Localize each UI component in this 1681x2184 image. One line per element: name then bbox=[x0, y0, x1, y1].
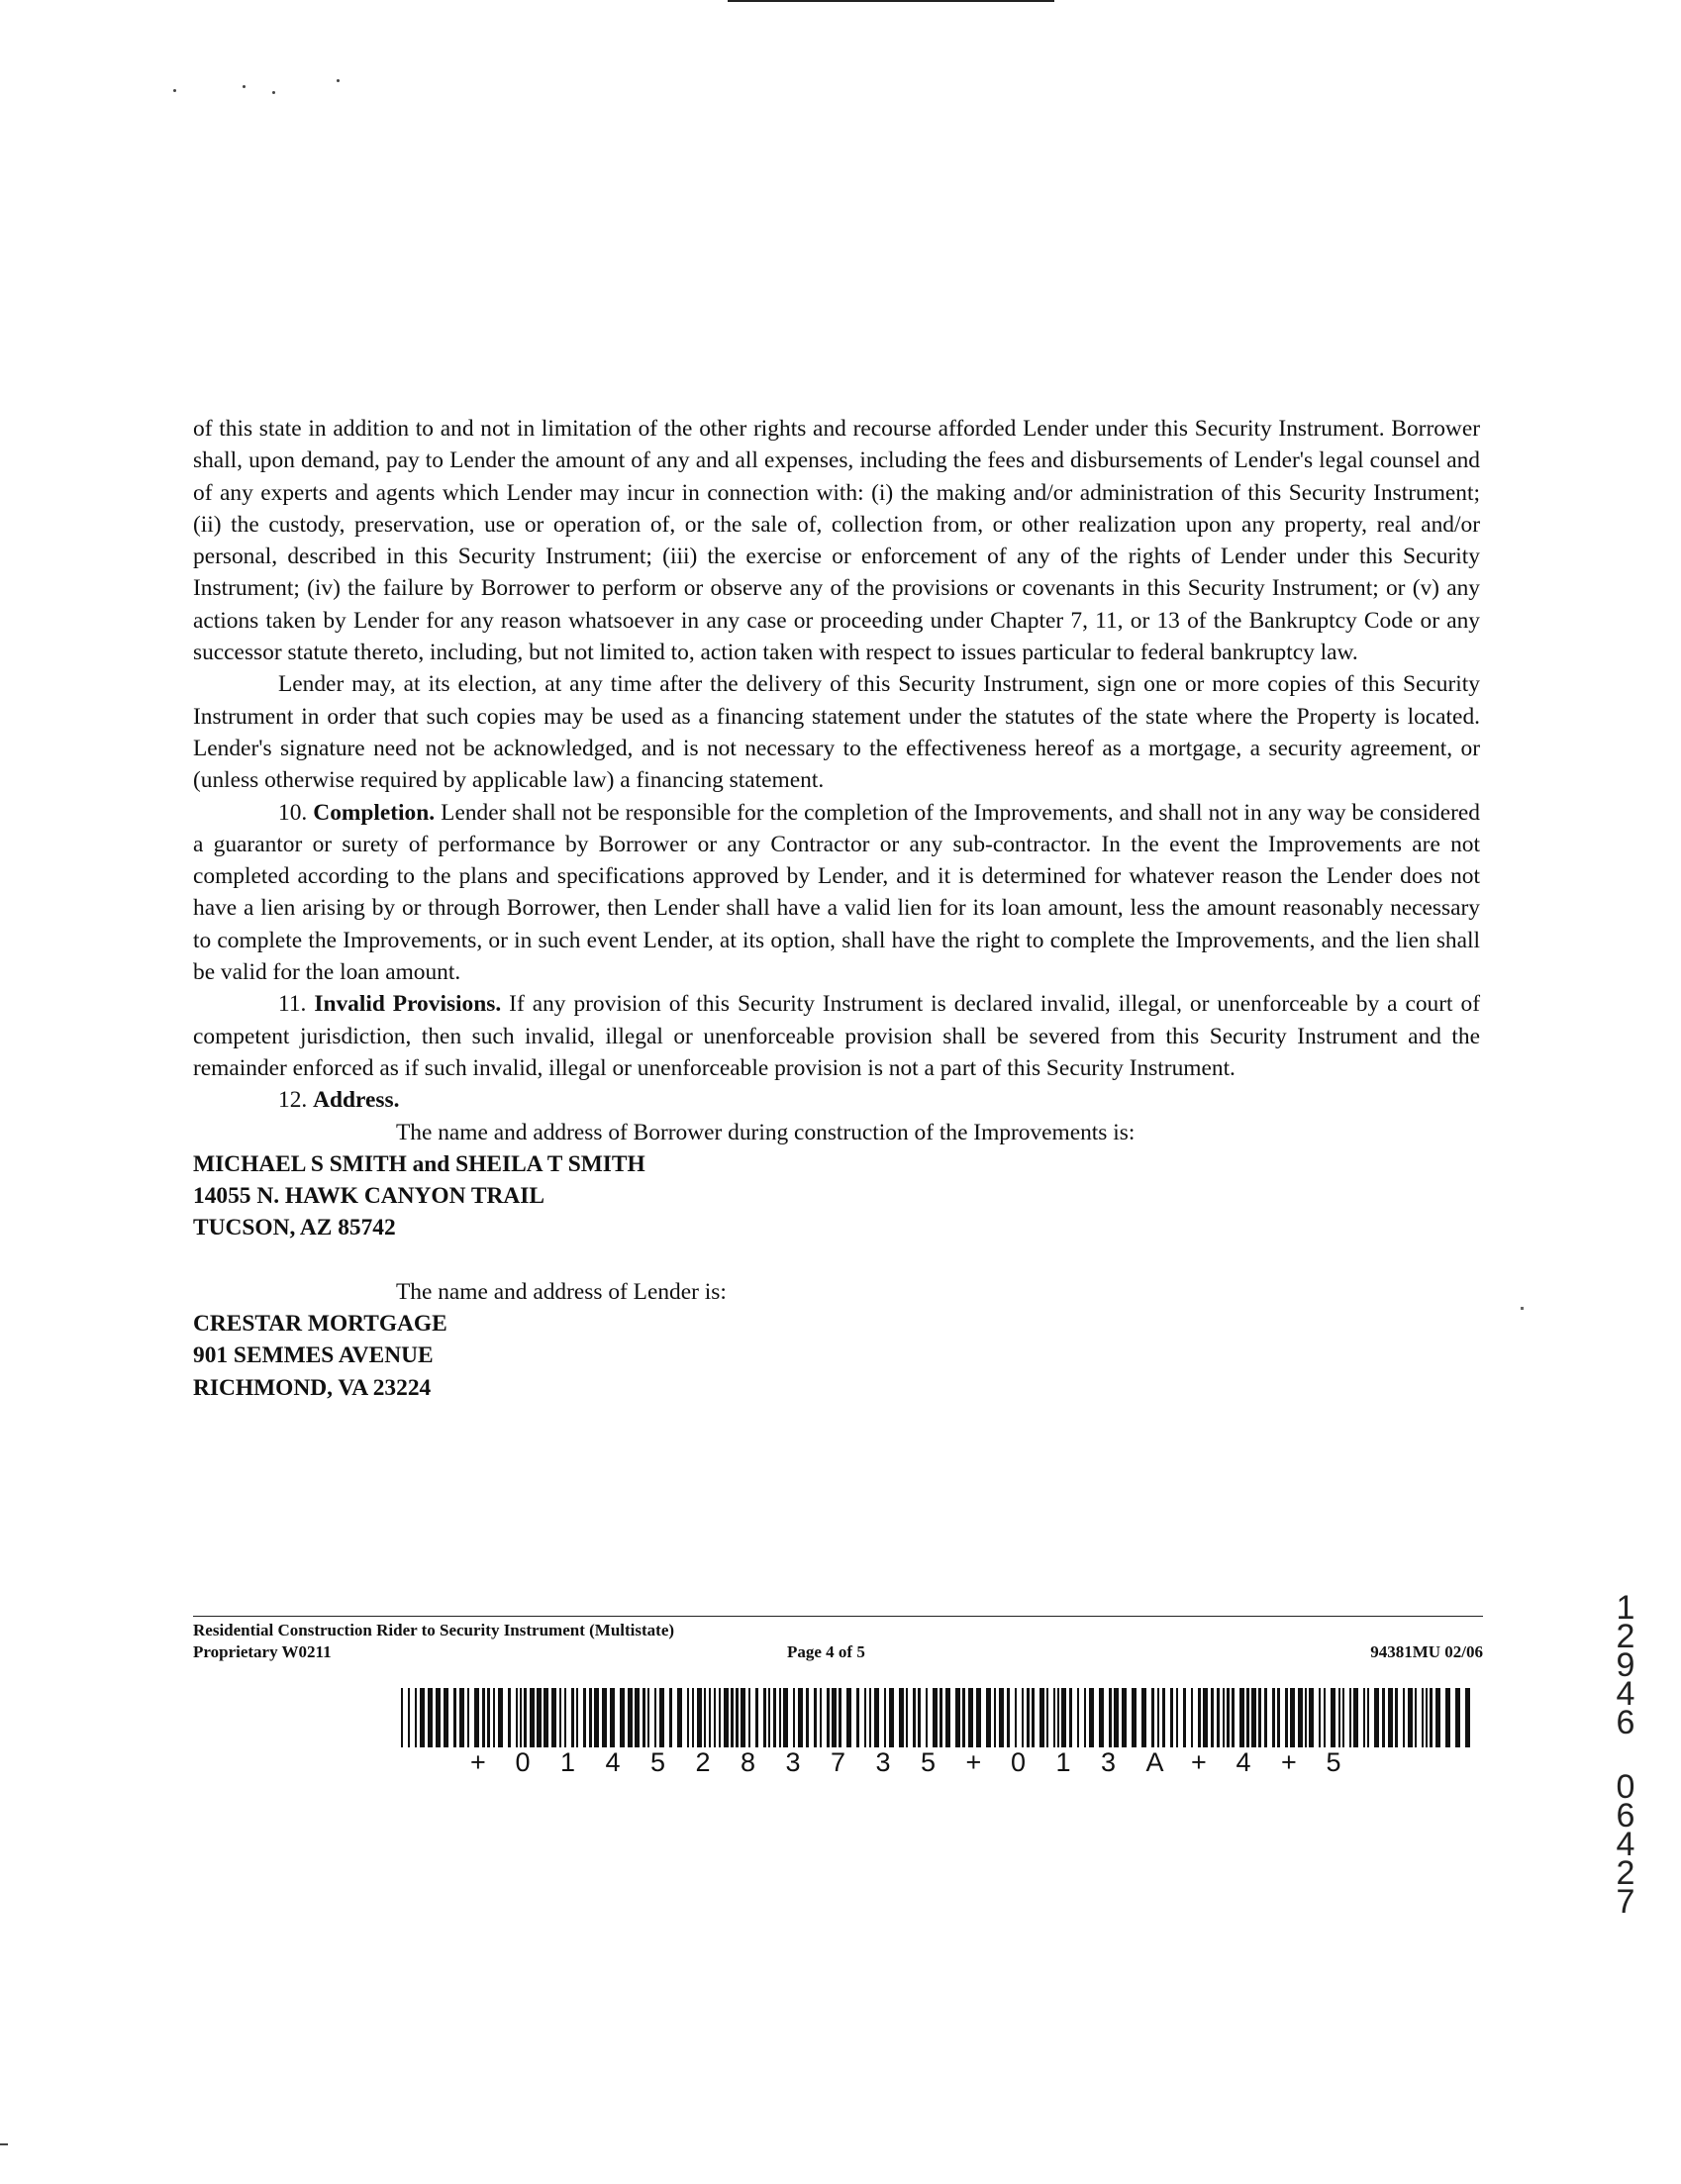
barcode-bar bbox=[839, 1688, 841, 1747]
barcode-bar bbox=[401, 1688, 403, 1747]
barcode-char: 5 bbox=[1326, 1747, 1341, 1777]
side-number-digit: 9 bbox=[1616, 1646, 1635, 1684]
barcode-bar bbox=[1089, 1688, 1094, 1747]
barcode-bar bbox=[820, 1688, 822, 1747]
barcode-char: 5 bbox=[650, 1747, 666, 1777]
barcode-bar bbox=[524, 1688, 527, 1747]
barcode-bar bbox=[692, 1688, 694, 1747]
barcode-bar bbox=[610, 1688, 615, 1747]
barcode-bar bbox=[1203, 1688, 1208, 1747]
barcode-bar bbox=[508, 1688, 511, 1747]
scan-specks bbox=[173, 77, 342, 97]
barcode-bar bbox=[564, 1688, 566, 1747]
barcode-bar bbox=[1099, 1688, 1104, 1747]
barcode-bar bbox=[428, 1688, 433, 1747]
barcode-bar bbox=[669, 1688, 672, 1747]
barcode-bar bbox=[1069, 1688, 1072, 1747]
barcode-bar bbox=[783, 1688, 788, 1747]
barcode-bar bbox=[913, 1688, 916, 1747]
barcode-char: A bbox=[1145, 1747, 1164, 1777]
barcode-bar bbox=[827, 1688, 830, 1747]
barcode-bar bbox=[1319, 1688, 1321, 1747]
barcode-bar bbox=[768, 1688, 770, 1747]
barcode-bar bbox=[939, 1688, 942, 1747]
barcode-bar bbox=[594, 1688, 599, 1747]
document-body bbox=[193, 413, 1480, 1404]
barcode-bar bbox=[493, 1688, 495, 1747]
barcode-bar bbox=[846, 1688, 851, 1747]
barcode-bar bbox=[832, 1688, 837, 1747]
section-number: 10. bbox=[278, 799, 308, 826]
barcode-bar bbox=[467, 1688, 469, 1747]
barcode-bar bbox=[482, 1688, 485, 1747]
scan-edge-mark bbox=[0, 2143, 8, 2145]
barcode-bar bbox=[994, 1688, 996, 1747]
section-number: 11. bbox=[278, 991, 307, 1018]
barcode-char: + bbox=[1281, 1747, 1297, 1777]
barcode-bar bbox=[551, 1688, 556, 1747]
barcode-bar bbox=[520, 1688, 522, 1747]
borrower-street: 14055 N. HAWK CANYON TRAIL bbox=[193, 1183, 545, 1210]
barcode-bar bbox=[1015, 1688, 1017, 1747]
lender-address-intro: The name and address of Lender is: bbox=[396, 1278, 727, 1305]
barcode-bar bbox=[537, 1688, 542, 1747]
barcode-bar bbox=[1353, 1688, 1358, 1747]
barcode-bar bbox=[1363, 1688, 1365, 1747]
barcode-bar bbox=[436, 1688, 441, 1747]
barcode-bar bbox=[576, 1688, 578, 1747]
barcode bbox=[401, 1688, 1475, 1779]
barcode-bar bbox=[709, 1688, 711, 1747]
barcode-bar bbox=[806, 1688, 809, 1747]
barcode-bar bbox=[906, 1688, 908, 1747]
barcode-bar bbox=[945, 1688, 950, 1747]
barcode-bar bbox=[798, 1688, 803, 1747]
barcode-bar bbox=[474, 1688, 479, 1747]
barcode-bar bbox=[1227, 1688, 1230, 1747]
barcode-bar bbox=[724, 1688, 729, 1747]
section-12-address bbox=[193, 1084, 1480, 1116]
section-number: 12. bbox=[278, 1087, 308, 1114]
barcode-bar bbox=[864, 1688, 866, 1747]
barcode-bar bbox=[571, 1688, 574, 1747]
side-number-digit: 6 bbox=[1616, 1797, 1635, 1835]
paragraph-expenses: of this state in addition to and not in limitation of the other rights and recourse afforded Lender under this Security Instrument. Borrower shall, upon demand, pay to Lender the amount of any and all expenses, including the fees and disbursements of Lender's legal counsel and of any experts and agents which Lender may incur in connection with: (i) the making and/or administration of this Security Instrument; (ii) the custody, preservation, use or operation of, or the sale of, collection from, or other realization upon any property, real and/or personal, described in this Security Instrument; (iii) the exercise or enforcement of any of the rights of Lender under this Security Instrument; (iv) the failure by Borrower to perform or observe any of the provisions or covenants in this Security Instrument; or (v) any actions taken by Lender for any reason whatsoever in any case or proceeding under Chapter 7, 11, or 13 of the Bankruptcy Code or any successor statute thereto, including, but not limited to, action taken with respect to issues particular to federal bankruptcy law. bbox=[193, 416, 1480, 666]
barcode-bar bbox=[999, 1688, 1004, 1747]
barcode-bar bbox=[1022, 1688, 1024, 1747]
barcode-char: 3 bbox=[1101, 1747, 1117, 1777]
barcode-bar bbox=[1176, 1688, 1178, 1747]
barcode-bar bbox=[1277, 1688, 1280, 1747]
barcode-char: 4 bbox=[605, 1747, 621, 1777]
barcode-bar bbox=[1027, 1688, 1030, 1747]
barcode-bar bbox=[976, 1688, 981, 1747]
barcode-bar bbox=[889, 1688, 894, 1747]
side-number-digit: 2 bbox=[1616, 1618, 1635, 1655]
section-heading: Address. bbox=[313, 1087, 400, 1114]
barcode-bar bbox=[1007, 1688, 1010, 1747]
barcode-bar bbox=[773, 1688, 776, 1747]
barcode-bar bbox=[1388, 1688, 1393, 1747]
barcode-bar bbox=[779, 1688, 781, 1747]
barcode-bar bbox=[1239, 1688, 1244, 1747]
barcode-char: 1 bbox=[560, 1747, 576, 1777]
side-number-digit: 4 bbox=[1616, 1826, 1635, 1863]
lender-address bbox=[193, 1308, 1480, 1404]
barcode-bar bbox=[1395, 1688, 1398, 1747]
barcode-bar bbox=[1455, 1688, 1460, 1747]
barcode-char: 1 bbox=[1055, 1747, 1071, 1777]
barcode-bar bbox=[516, 1688, 518, 1747]
barcode-bar bbox=[1324, 1688, 1326, 1747]
barcode-bar bbox=[659, 1688, 664, 1747]
barcode-bar bbox=[1465, 1688, 1470, 1747]
barcode-bar bbox=[635, 1688, 640, 1747]
scan-speck bbox=[1521, 1307, 1524, 1310]
barcode-bar bbox=[1141, 1688, 1146, 1747]
barcode-bar bbox=[899, 1688, 904, 1747]
barcode-bars bbox=[401, 1688, 1475, 1747]
barcode-char: 5 bbox=[921, 1747, 937, 1777]
barcode-char: + bbox=[470, 1747, 486, 1777]
paragraph-financing-statement: Lender may, at its election, at any time after the delivery of this Security Instrument, sign one or more copies of this Security Instrument in order that such copies may be used as a financing statement under the statutes of the state where the Property is located. Lender's signature need not be acknowledged, and is not necessary to the effectiveness hereof as a mortgage, a security agreement, or (unless otherwise required by applicable law) a financing statement. bbox=[193, 671, 1480, 794]
side-number-digit: 4 bbox=[1616, 1675, 1635, 1713]
form-title: Residential Construction Rider to Security Instrument (Multistate) bbox=[193, 1621, 675, 1639]
borrower-address-intro: The name and address of Borrower during construction of the Improvements is: bbox=[396, 1119, 1136, 1145]
side-document-number bbox=[1606, 1589, 1645, 1921]
barcode-bar bbox=[1422, 1688, 1424, 1747]
barcode-bar bbox=[1445, 1688, 1450, 1747]
barcode-bar bbox=[1162, 1688, 1165, 1747]
barcode-bar bbox=[748, 1688, 750, 1747]
barcode-bar bbox=[602, 1688, 607, 1747]
scan-top-line bbox=[728, 0, 1054, 2]
barcode-char: 8 bbox=[741, 1747, 756, 1777]
barcode-bar bbox=[1374, 1688, 1379, 1747]
barcode-bar bbox=[874, 1688, 879, 1747]
barcode-bar bbox=[1331, 1688, 1335, 1747]
borrower-city: TUCSON, AZ 85742 bbox=[193, 1215, 396, 1241]
lender-name: CRESTAR MORTGAGE bbox=[193, 1311, 447, 1338]
barcode-char: 3 bbox=[875, 1747, 891, 1777]
barcode-bar bbox=[589, 1688, 592, 1747]
barcode-bar bbox=[408, 1688, 410, 1747]
barcode-bar bbox=[1298, 1688, 1303, 1747]
barcode-bar bbox=[1408, 1688, 1413, 1747]
barcode-char: 3 bbox=[785, 1747, 801, 1777]
barcode-char: 0 bbox=[515, 1747, 531, 1777]
form-code: 94381MU 02/06 bbox=[1370, 1642, 1483, 1661]
barcode-bar bbox=[654, 1688, 656, 1747]
barcode-bar bbox=[814, 1688, 817, 1747]
side-number-digit: 0 bbox=[1616, 1768, 1635, 1806]
barcode-bar bbox=[1046, 1688, 1048, 1747]
side-number-digit: 1 bbox=[1616, 1589, 1635, 1627]
barcode-char: + bbox=[965, 1747, 982, 1777]
barcode-bar bbox=[962, 1688, 965, 1747]
proprietary-code: Proprietary W0211 bbox=[193, 1642, 332, 1661]
barcode-bar bbox=[1151, 1688, 1154, 1747]
barcode-bar bbox=[1198, 1688, 1201, 1747]
barcode-bar bbox=[415, 1688, 417, 1747]
barcode-bar bbox=[1039, 1688, 1044, 1747]
barcode-bar bbox=[1349, 1688, 1351, 1747]
section-heading: Completion. bbox=[313, 799, 436, 826]
barcode-bar bbox=[1157, 1688, 1159, 1747]
barcode-bar bbox=[1061, 1688, 1066, 1747]
barcode-bar bbox=[1290, 1688, 1295, 1747]
barcode-bar bbox=[918, 1688, 921, 1747]
barcode-bar bbox=[926, 1688, 928, 1747]
borrower-name: MICHAEL S SMITH and SHEILA T SMITH bbox=[193, 1150, 645, 1177]
barcode-bar bbox=[1032, 1688, 1035, 1747]
barcode-bar bbox=[741, 1688, 745, 1747]
barcode-bar bbox=[793, 1688, 795, 1747]
barcode-bar bbox=[1170, 1688, 1173, 1747]
section-11-invalid-provisions bbox=[193, 988, 1480, 1084]
barcode-bar bbox=[459, 1688, 464, 1747]
barcode-bar bbox=[1246, 1688, 1249, 1747]
barcode-bar bbox=[955, 1688, 960, 1747]
barcode-bar bbox=[869, 1688, 871, 1747]
barcode-bar bbox=[1426, 1688, 1428, 1747]
side-number-group-2 bbox=[1606, 1768, 1645, 1921]
section-text: Lender shall not be responsible for the completion of the Improvements, and shall not in any way be considered a guarantor or surety of performance by Borrower or any Contractor or any sub-contractor. In the event the Improvements are not completed according to the plans and specifications approved by Lender, and it is determined for whatever reason the Lender does not have a lien arising by or through Borrower, then Lender shall have a valid lien for its loan amount, less the amount reasonably necessary to complete the Improvements, or in such event Lender, at its option, shall have the right to complete the Improvements, and the lien shall be valid for the loan amount. bbox=[193, 799, 1480, 986]
barcode-bar bbox=[1309, 1688, 1314, 1747]
barcode-bar bbox=[1077, 1688, 1079, 1747]
barcode-bar bbox=[1114, 1688, 1119, 1747]
section-text: If any provision of this Security Instrument is declared invalid, illegal, or unenforceable by a court of competent jurisdiction, then such invalid, illegal or unenforceable provision shall be severed from this Security Instrument and the remainder enforced as if such invalid, illegal or unenforceable provision is not a part of this Security Instrument. bbox=[193, 991, 1480, 1081]
page-number: Page 4 of 5 bbox=[787, 1642, 865, 1661]
barcode-bar bbox=[1191, 1688, 1193, 1747]
barcode-bar bbox=[1183, 1688, 1186, 1747]
page-footer bbox=[193, 1616, 1483, 1663]
section-10-completion bbox=[193, 797, 1480, 989]
barcode-bar bbox=[714, 1688, 716, 1747]
barcode-bar bbox=[1109, 1688, 1112, 1747]
barcode-bar bbox=[1258, 1688, 1261, 1747]
barcode-char: 4 bbox=[1236, 1747, 1251, 1777]
barcode-bar bbox=[736, 1688, 739, 1747]
barcode-bar bbox=[763, 1688, 766, 1747]
barcode-bar bbox=[856, 1688, 859, 1747]
barcode-bar bbox=[1057, 1688, 1059, 1747]
barcode-bar bbox=[677, 1688, 682, 1747]
barcode-bar bbox=[1342, 1688, 1344, 1747]
barcode-bar bbox=[1435, 1688, 1440, 1747]
barcode-bar bbox=[559, 1688, 561, 1747]
barcode-bar bbox=[1122, 1688, 1127, 1747]
barcode-bar bbox=[1285, 1688, 1288, 1747]
barcode-bar bbox=[704, 1688, 706, 1747]
barcode-bar bbox=[643, 1688, 645, 1747]
barcode-bar bbox=[530, 1688, 535, 1747]
barcode-bar bbox=[1251, 1688, 1256, 1747]
barcode-bar bbox=[731, 1688, 734, 1747]
barcode-bar bbox=[1382, 1688, 1385, 1747]
barcode-bar bbox=[487, 1688, 490, 1747]
lender-street: 901 SEMMES AVENUE bbox=[193, 1342, 434, 1369]
barcode-bar bbox=[687, 1688, 689, 1747]
barcode-bar bbox=[620, 1688, 625, 1747]
barcode-char: 2 bbox=[695, 1747, 711, 1777]
barcode-bar bbox=[1367, 1688, 1369, 1747]
barcode-bar bbox=[884, 1688, 886, 1747]
barcode-bar bbox=[1305, 1688, 1307, 1747]
barcode-bar bbox=[444, 1688, 448, 1747]
barcode-bar bbox=[1403, 1688, 1405, 1747]
barcode-bar bbox=[1211, 1688, 1214, 1747]
barcode-bar bbox=[647, 1688, 649, 1747]
barcode-bar bbox=[1338, 1688, 1340, 1747]
barcode-bar bbox=[1264, 1688, 1267, 1747]
barcode-bar bbox=[498, 1688, 503, 1747]
side-number-digit: 2 bbox=[1616, 1854, 1635, 1892]
barcode-bar bbox=[1217, 1688, 1220, 1747]
barcode-bar bbox=[697, 1688, 702, 1747]
barcode-bar bbox=[755, 1688, 758, 1747]
lender-city: RICHMOND, VA 23224 bbox=[193, 1374, 432, 1401]
barcode-bar bbox=[1084, 1688, 1086, 1747]
barcode-char: + bbox=[1191, 1747, 1207, 1777]
barcode-bar bbox=[933, 1688, 938, 1747]
barcode-bar bbox=[719, 1688, 721, 1747]
barcode-bar bbox=[1272, 1688, 1275, 1747]
barcode-bar bbox=[420, 1688, 425, 1747]
barcode-bar bbox=[986, 1688, 991, 1747]
section-heading: Invalid Provisions. bbox=[314, 991, 502, 1018]
barcode-bar bbox=[544, 1688, 548, 1747]
borrower-address bbox=[193, 1148, 1480, 1244]
barcode-bar bbox=[1132, 1688, 1137, 1747]
barcode-bar bbox=[453, 1688, 456, 1747]
barcode-bar bbox=[1430, 1688, 1433, 1747]
side-number-digit: 6 bbox=[1616, 1704, 1635, 1741]
barcode-bar bbox=[1415, 1688, 1417, 1747]
barcode-char: 7 bbox=[831, 1747, 846, 1777]
barcode-caption bbox=[401, 1747, 1475, 1779]
barcode-bar bbox=[1053, 1688, 1055, 1747]
barcode-bar bbox=[968, 1688, 973, 1747]
barcode-bar bbox=[628, 1688, 633, 1747]
barcode-char: 0 bbox=[1011, 1747, 1027, 1777]
barcode-bar bbox=[1232, 1688, 1235, 1747]
side-number-group-1 bbox=[1606, 1589, 1645, 1741]
barcode-bar bbox=[583, 1688, 586, 1747]
barcode-bar bbox=[1223, 1688, 1225, 1747]
footer-rule bbox=[193, 1616, 1483, 1617]
side-number-digit: 7 bbox=[1616, 1883, 1635, 1921]
